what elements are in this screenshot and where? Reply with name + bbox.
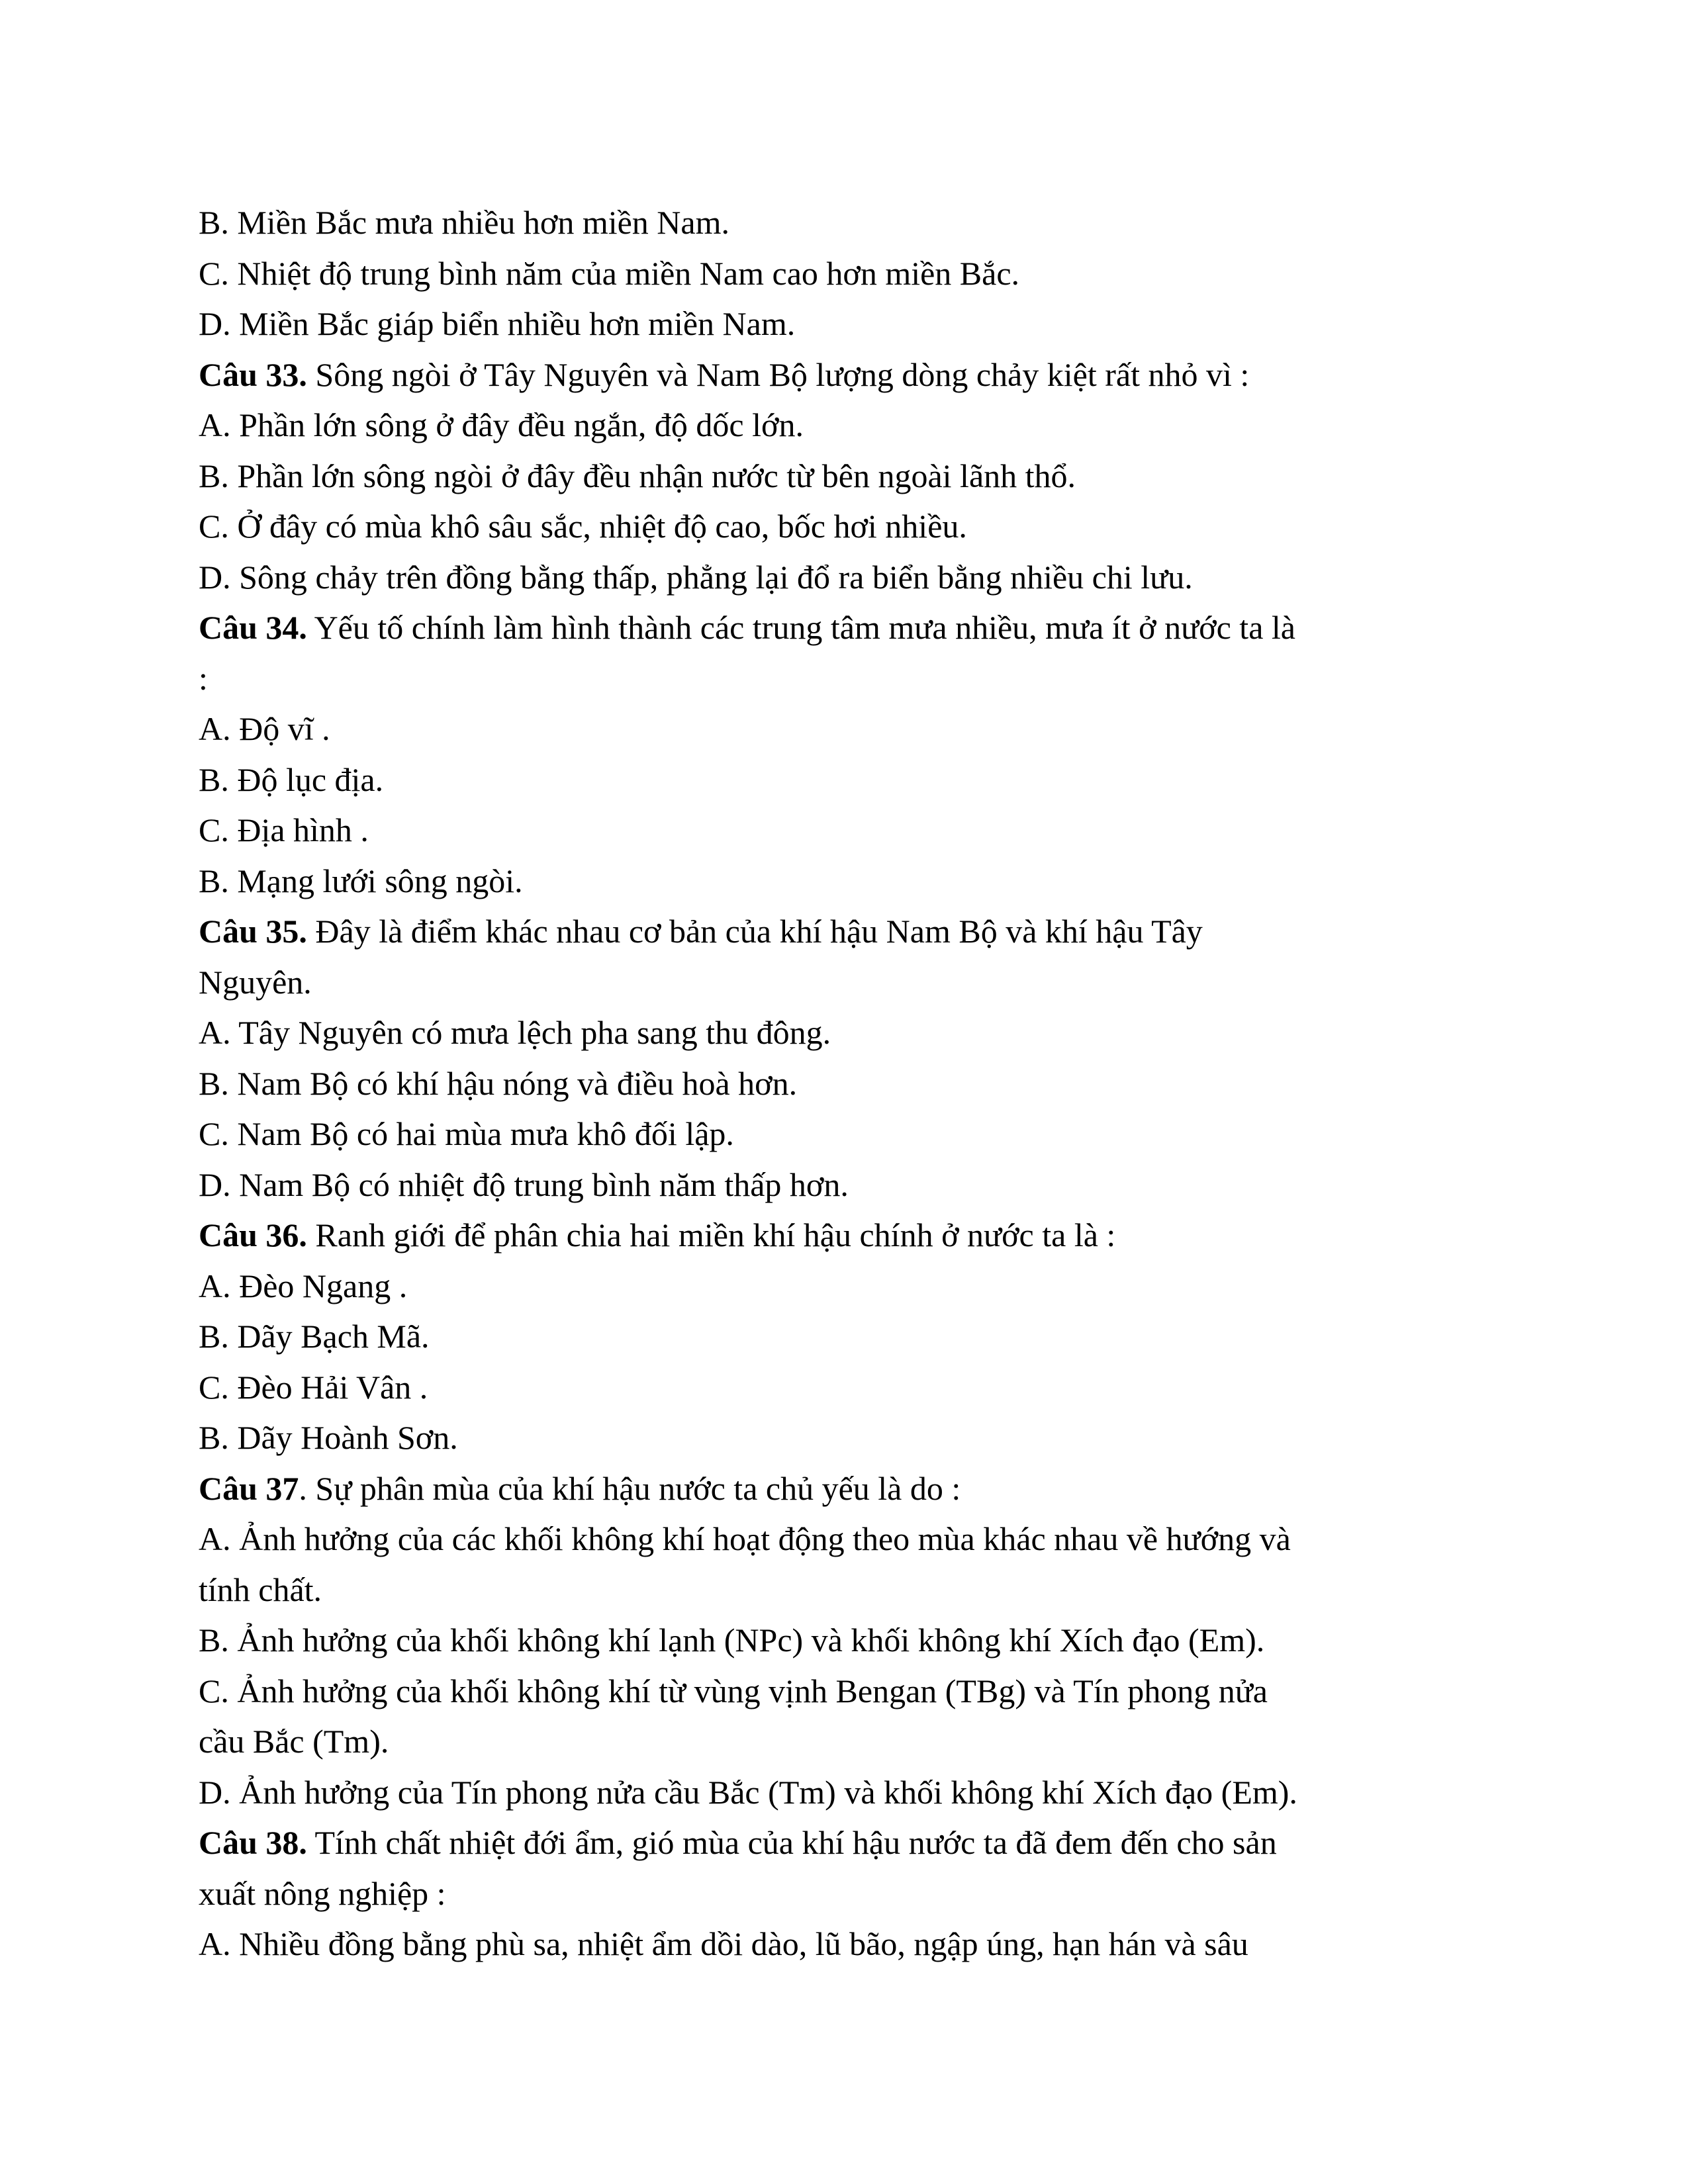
line-text: tính chất. [199,1570,322,1608]
line-text: A. Phần lớn sông ở đây đều ngắn, độ dốc lớn. [199,406,804,443]
text-line [199,1362,1496,1413]
text-line [199,653,1496,704]
line-text: Yếu tố chính làm hình thành các trung tâm mưa nhiều, mưa ít ở nước ta là [306,609,1295,646]
text-line [199,1007,1496,1058]
question-number: Câu 34. [199,609,307,646]
line-text: D. Nam Bộ có nhiệt độ trung bình năm thấp hơn. [199,1165,849,1203]
line-text: A. Đèo Ngang . [199,1267,408,1304]
line-text: . Sự phân mùa của khí hậu nước ta chủ yếu là do : [299,1469,961,1507]
text-line [199,1767,1496,1818]
text-line [199,1109,1496,1160]
text-line [199,248,1496,299]
line-text: Nguyên. [199,963,312,1001]
text-line [199,197,1496,248]
question-line [199,1817,1496,1868]
line-text: C. Nhiệt độ trung bình năm của miền Nam cao hơn miền Bắc. [199,254,1020,292]
text-line [199,1261,1496,1312]
line-text: A. Tây Nguyên có mưa lệch pha sang thu đông. [199,1014,831,1051]
line-text: C. Đèo Hải Vân . [199,1368,428,1406]
line-text: B. Dãy Hoành Sơn. [199,1419,458,1456]
text-line [199,1412,1496,1463]
line-text: C. Địa hình . [199,811,369,848]
line-text: xuất nông nghiệp : [199,1874,446,1912]
text-line [199,805,1496,856]
line-text: D. Ảnh hưởng của Tín phong nửa cầu Bắc (Tm) và khối không khí Xích đạo (Em). [199,1773,1297,1811]
text-line [199,1716,1496,1767]
text-line [199,451,1496,502]
text-line [199,552,1496,603]
line-text: C. Ảnh hưởng của khối không khí từ vùng vịnh Bengan (TBg) và Tín phong nửa [199,1672,1268,1709]
question-number: Câu 36. [199,1216,307,1253]
text-line [199,501,1496,552]
line-text: D. Sông chảy trên đồng bằng thấp, phẳng lại đổ ra biển bằng nhiều chi lưu. [199,558,1193,596]
line-text: B. Phần lớn sông ngòi ở đây đều nhận nước từ bên ngoài lãnh thổ. [199,457,1076,494]
document-page [199,197,1496,1970]
line-text: B. Miền Bắc mưa nhiều hơn miền Nam. [199,204,730,241]
text-line [199,856,1496,907]
text-line [199,1514,1496,1565]
question-line [199,906,1496,957]
line-text: B. Mạng lưới sông ngòi. [199,862,523,899]
text-line [199,298,1496,349]
line-text: D. Miền Bắc giáp biển nhiều hơn miền Nam. [199,305,796,342]
line-text: A. Độ vĩ . [199,710,330,747]
line-text: C. Ở đây có mùa khô sâu sắc, nhiệt độ cao, bốc hơi nhiều. [199,508,967,545]
line-text: B. Nam Bộ có khí hậu nóng và điều hoà hơn. [199,1064,798,1102]
question-number: Câu 35. [199,913,307,950]
line-text: Ranh giới để phân chia hai miền khí hậu chính ở nước ta là : [306,1216,1116,1253]
text-line [199,1868,1496,1919]
question-number: Câu 38. [199,1824,307,1861]
question-number: Câu 37 [199,1469,299,1507]
line-text: B. Độ lục địa. [199,760,384,798]
text-line [199,1666,1496,1717]
line-text: C. Nam Bộ có hai mùa mưa khô đối lập. [199,1115,734,1152]
text-line [199,400,1496,451]
line-text: : [199,659,208,697]
text-line [199,1615,1496,1666]
text-line [199,754,1496,805]
question-number: Câu 33. [199,355,307,393]
question-line [199,602,1496,653]
line-text: B. Ảnh hưởng của khối không khí lạnh (NPc) và khối không khí Xích đạo (Em). [199,1621,1265,1659]
line-text: A. Ảnh hưởng của các khối không khí hoạt động theo mùa khác nhau về hướng và [199,1520,1291,1557]
text-line [199,1160,1496,1210]
question-line [199,349,1496,400]
line-text: Tính chất nhiệt đới ẩm, gió mùa của khí hậu nước ta đã đem đến cho sản [306,1824,1277,1861]
text-line [199,957,1496,1008]
question-line [199,1463,1496,1514]
text-line [199,1058,1496,1109]
line-text: A. Nhiều đồng bằng phù sa, nhiệt ẩm dồi dào, lũ bão, ngập úng, hạn hán và sâu [199,1925,1248,1962]
line-text: cầu Bắc (Tm). [199,1723,389,1760]
question-line [199,1210,1496,1261]
line-text: Đây là điểm khác nhau cơ bản của khí hậu Nam Bộ và khí hậu Tây [306,913,1203,950]
line-text: B. Dãy Bạch Mã. [199,1318,430,1355]
text-line [199,1565,1496,1615]
text-line [199,1311,1496,1362]
text-line [199,704,1496,754]
line-text: Sông ngòi ở Tây Nguyên và Nam Bộ lượng dòng chảy kiệt rất nhỏ vì : [306,355,1250,393]
text-line [199,1919,1496,1970]
